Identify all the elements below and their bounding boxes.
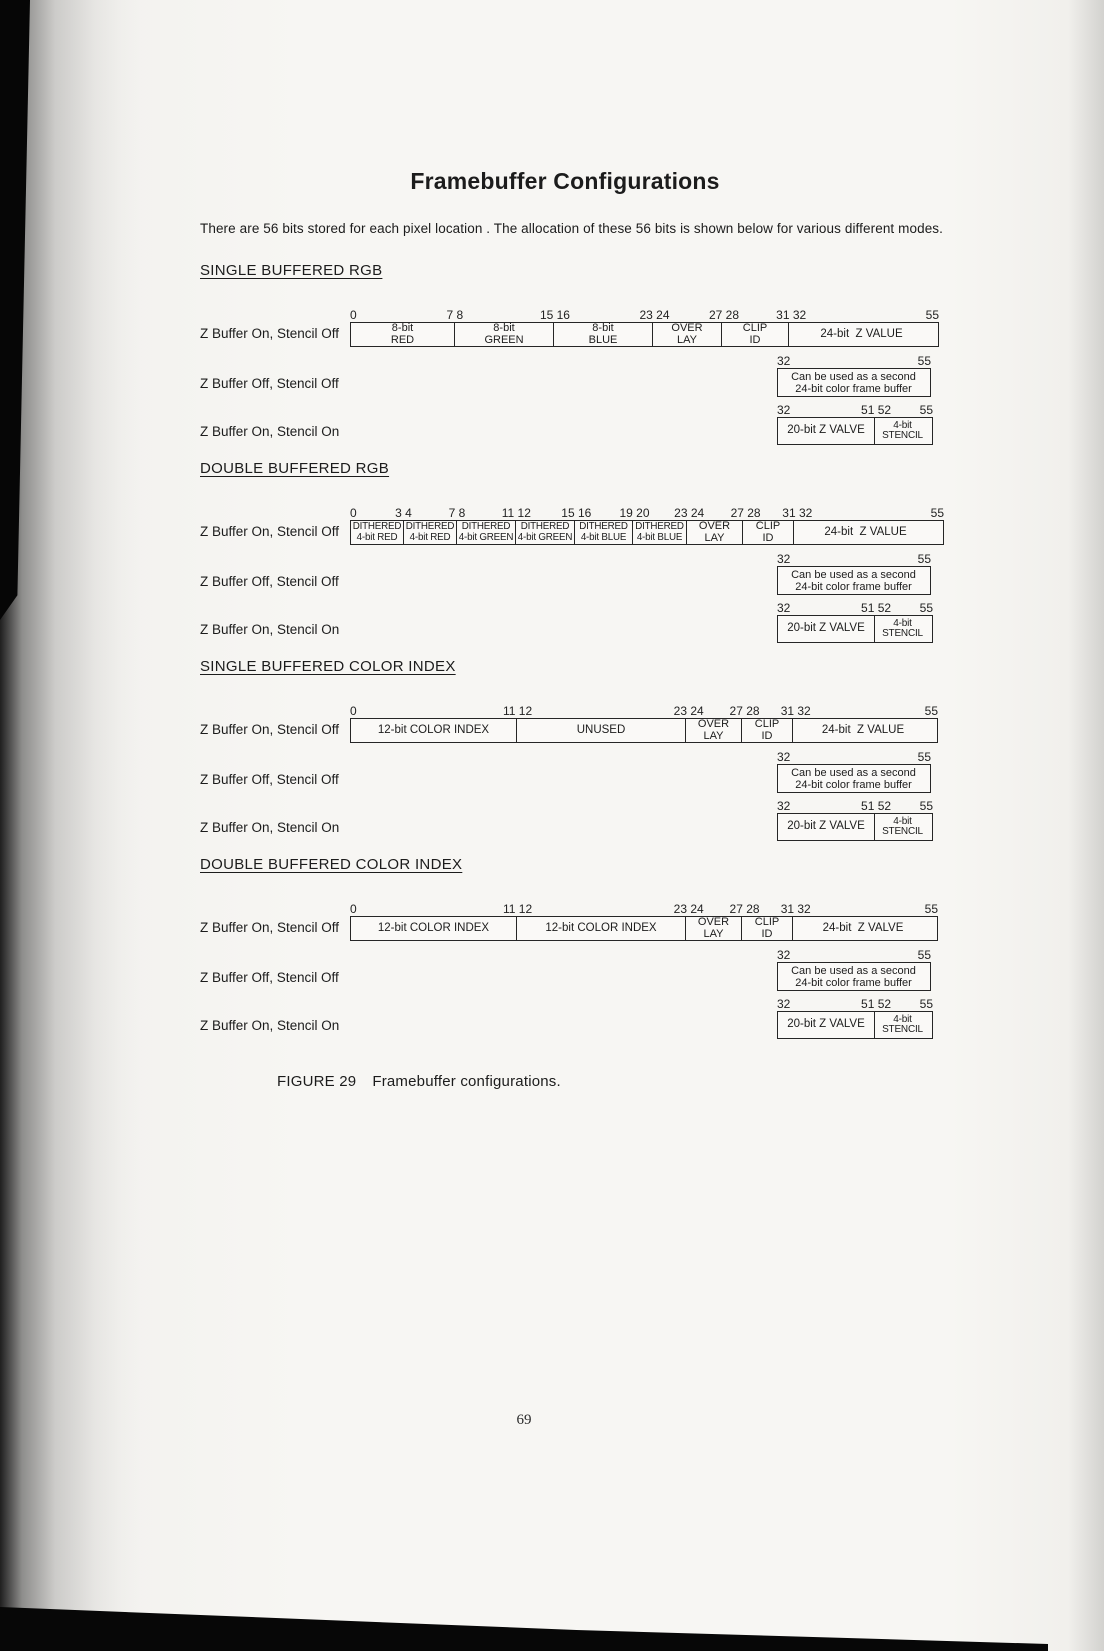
bitfield-box — [777, 813, 933, 841]
bitfield-cell — [778, 1012, 875, 1038]
cell-text: Can be used as a second — [791, 370, 916, 383]
cell-text: ID — [761, 729, 773, 742]
section-single-buffered-rgb — [200, 262, 939, 445]
cell-text: DITHERED — [461, 521, 511, 532]
cell-text: STENCIL — [882, 628, 923, 639]
bitfield-box — [777, 417, 933, 445]
cell-text: 4-bit RED — [356, 531, 398, 543]
bit-tick: 27 28 — [708, 308, 740, 322]
bitfield-cell — [653, 323, 722, 346]
cell-text: LAY — [703, 927, 724, 940]
bit-ticks — [350, 901, 938, 916]
section-double-buffered-rgb — [200, 460, 944, 643]
cell-text: 4-bit — [893, 1013, 912, 1025]
cell-text: ID — [761, 927, 773, 940]
bitfield-right — [777, 749, 931, 793]
bit-tick: 23 24 — [674, 506, 705, 520]
bit-tick: 31 32 — [780, 704, 811, 718]
bit-tick: 27 28 — [729, 902, 760, 916]
cell-text: 4-bit RED — [409, 531, 451, 543]
bit-tick: 51 52 — [861, 403, 892, 417]
bit-tick: 55 — [917, 552, 931, 566]
bitfield-cell — [875, 418, 930, 444]
bit-tick: 55 — [917, 354, 931, 368]
bit-tick: 32 — [777, 354, 791, 368]
row-label: Z Buffer On, Stencil Off — [200, 524, 340, 539]
cell-text: 12-bit COLOR INDEX — [377, 723, 490, 736]
bit-tick: 32 — [777, 403, 791, 417]
bitfield-box — [777, 368, 931, 397]
cell-text: DITHERED — [352, 521, 402, 532]
bit-tick: 55 — [919, 997, 933, 1011]
cell-text: OVER — [697, 917, 730, 928]
cell-text: OVER — [671, 323, 703, 334]
cell-text: 4-bit — [893, 617, 912, 629]
row-label: Z Buffer On, Stencil On — [200, 622, 340, 637]
diagram-row — [200, 748, 930, 793]
cell-text: 4-bit BLUE — [580, 531, 627, 543]
bitfield-cell — [794, 521, 937, 544]
cell-text: 8-bit — [493, 323, 515, 334]
section-heading: SINGLE BUFFERED RGB — [200, 262, 383, 279]
bit-tick: 32 — [777, 750, 791, 764]
bitfield-cell — [778, 814, 875, 840]
bitfield-cell — [742, 719, 793, 742]
cell-text: 24-bit color frame buffer — [795, 778, 912, 791]
cell-text: CLIP — [754, 719, 780, 730]
diagram-row — [200, 550, 930, 595]
cell-text: STENCIL — [882, 430, 923, 441]
bitfield-cell — [686, 917, 742, 940]
cell-text: 24-bit Z VALUE — [824, 525, 907, 538]
cell-text: 8-bit — [592, 323, 614, 334]
bitfield-cell — [633, 521, 687, 544]
bitfield-main — [350, 703, 938, 743]
bit-tick: 55 — [917, 750, 931, 764]
cell-text: DITHERED — [635, 521, 684, 532]
bit-tick: 3 4 — [395, 506, 412, 520]
bitfield-main — [350, 307, 939, 347]
bit-tick: 23 24 — [673, 704, 704, 718]
bitfield-cell — [778, 418, 875, 444]
bit-tick: 15 16 — [561, 506, 592, 520]
bitfield-right — [777, 402, 933, 445]
bitfield-right — [777, 996, 933, 1039]
diagram-row — [200, 702, 938, 743]
bit-tick: 55 — [930, 506, 944, 520]
cell-text: LAY — [703, 729, 724, 742]
bit-tick: 0 — [350, 308, 357, 322]
bitfield-cell — [778, 765, 929, 792]
bit-tick: 51 52 — [861, 799, 892, 813]
bitfield-box — [350, 520, 944, 545]
cell-text: 24-bit color frame buffer — [795, 976, 912, 989]
diagram-row — [200, 946, 930, 991]
bitfield-cell — [455, 323, 554, 346]
bit-tick: 55 — [917, 948, 931, 962]
bitfield-box — [777, 962, 931, 991]
bit-tick: 55 — [919, 799, 933, 813]
bitfield-cell — [743, 521, 794, 544]
intro-text: There are 56 bits stored for each pixel location . The allocation of these 56 bits is shown below for various different modes. — [200, 221, 944, 236]
cell-text: 4-bit — [893, 419, 912, 431]
row-label: Z Buffer On, Stencil On — [200, 1018, 340, 1033]
bit-tick: 0 — [350, 506, 357, 520]
bit-ticks — [777, 353, 931, 368]
diagram-row — [200, 798, 933, 841]
bitfield-cell — [687, 521, 743, 544]
cell-text: OVER — [698, 521, 731, 532]
row-label: Z Buffer On, Stencil On — [200, 424, 340, 439]
bitfield-cell — [778, 616, 875, 642]
bitfield-cell — [554, 323, 653, 346]
bit-tick: 55 — [925, 308, 939, 322]
bit-tick: 55 — [924, 902, 938, 916]
bit-tick: 11 12 — [503, 902, 533, 916]
bit-ticks — [777, 798, 933, 813]
bit-tick: 27 28 — [729, 704, 760, 718]
row-label: Z Buffer On, Stencil Off — [200, 722, 340, 737]
bit-tick: 55 — [919, 601, 933, 615]
cell-text: 12-bit COLOR INDEX — [377, 921, 490, 934]
bitfield-box — [777, 566, 931, 595]
cell-text: CLIP — [755, 521, 781, 532]
cell-text: 24-bit Z VALUE — [821, 723, 905, 736]
bitfield-cell — [351, 917, 517, 940]
row-label: Z Buffer Off, Stencil Off — [200, 772, 339, 787]
bit-tick: 51 52 — [861, 997, 892, 1011]
bitfield-right — [777, 353, 931, 397]
diagram-row — [200, 306, 939, 347]
row-label: Z Buffer Off, Stencil Off — [200, 970, 339, 985]
diagram-row — [200, 504, 944, 545]
section-single-buffered-color-index — [200, 658, 938, 841]
figure-caption — [277, 1073, 930, 1090]
cell-text: LAY — [677, 333, 697, 346]
bit-tick: 23 24 — [639, 308, 670, 322]
row-label: Z Buffer Off, Stencil Off — [200, 376, 339, 391]
bit-tick: 27 28 — [730, 506, 761, 520]
page-content — [200, 0, 944, 1090]
cell-text: 20-bit Z VALVE — [787, 820, 865, 833]
bit-tick: 32 — [777, 799, 791, 813]
diagram-row — [200, 402, 933, 445]
sections — [200, 262, 944, 1039]
bitfield-box — [777, 1011, 933, 1039]
row-label: Z Buffer On, Stencil On — [200, 820, 340, 835]
bit-ticks — [350, 307, 939, 322]
bit-ticks — [777, 996, 933, 1011]
cell-text: 20-bit Z VALVE — [787, 1018, 865, 1031]
cell-text: CLIP — [742, 323, 768, 334]
bitfield-cell — [875, 1012, 930, 1038]
bit-ticks — [777, 600, 933, 615]
bitfield-cell — [742, 917, 793, 940]
cell-text: 12-bit COLOR INDEX — [545, 921, 657, 934]
figure-caption-label: FIGURE 29 — [277, 1073, 357, 1090]
bit-tick: 0 — [350, 902, 357, 916]
section-heading: SINGLE BUFFERED COLOR INDEX — [200, 658, 456, 675]
diagram-row — [200, 996, 933, 1039]
bitfield-cell — [517, 719, 686, 742]
bit-tick: 31 32 — [782, 506, 813, 520]
bitfield-box — [350, 718, 938, 743]
bitfield-right — [777, 798, 933, 841]
cell-text: 4-bit BLUE — [636, 531, 683, 543]
bitfield-cell — [789, 323, 934, 346]
cell-text: GREEN — [484, 333, 524, 346]
bit-tick: 32 — [777, 601, 791, 615]
bit-tick: 23 24 — [673, 902, 704, 916]
cell-text: STENCIL — [882, 826, 923, 837]
bit-tick: 32 — [777, 997, 791, 1011]
cell-text: ID — [749, 333, 761, 346]
bitfield-cell — [457, 521, 516, 544]
bitfield-cell — [793, 917, 933, 940]
cell-text: LAY — [704, 531, 725, 544]
bit-ticks — [777, 947, 931, 962]
cell-text: 4-bit GREEN — [517, 531, 573, 543]
bitfield-right — [777, 551, 931, 595]
bitfield-cell — [875, 814, 930, 840]
cell-text: Can be used as a second — [791, 964, 916, 977]
cell-text: UNUSED — [576, 723, 626, 736]
bitfield-cell — [875, 616, 930, 642]
bit-tick: 55 — [924, 704, 938, 718]
section-heading: DOUBLE BUFFERED COLOR INDEX — [200, 856, 463, 873]
cell-text: 20-bit Z VALVE — [787, 424, 865, 437]
bitfield-main — [350, 901, 938, 941]
cell-text: DITHERED — [405, 521, 455, 532]
cell-text: 24-bit Z VALVE — [822, 921, 904, 934]
page-number: 69 — [516, 1412, 532, 1428]
bit-tick: 0 — [350, 704, 357, 718]
cell-text: 24-bit color frame buffer — [795, 580, 912, 593]
bit-tick: 7 8 — [448, 506, 466, 520]
bitfield-box — [777, 764, 931, 793]
bitfield-cell — [793, 719, 933, 742]
cell-text: DITHERED — [579, 521, 628, 532]
row-label: Z Buffer On, Stencil Off — [200, 326, 340, 341]
bitfield-right — [777, 600, 933, 643]
bitfield-main — [350, 505, 944, 545]
bit-tick: 31 32 — [776, 308, 807, 322]
cell-text: CLIP — [754, 917, 780, 928]
cell-text: 24-bit Z VALUE — [820, 327, 903, 340]
cell-text: 20-bit Z VALVE — [787, 622, 865, 635]
bit-tick: 19 20 — [619, 506, 650, 520]
bitfield-cell — [778, 369, 929, 396]
bitfield-box — [350, 916, 938, 941]
cell-text: STENCIL — [882, 1024, 923, 1035]
bit-tick: 31 32 — [780, 902, 811, 916]
bitfield-cell — [778, 567, 929, 594]
bit-ticks — [777, 551, 931, 566]
bitfield-cell — [575, 521, 633, 544]
bitfield-cell — [404, 521, 457, 544]
section-heading: DOUBLE BUFFERED RGB — [200, 460, 390, 477]
bit-tick: 15 16 — [539, 308, 570, 322]
diagram-row — [200, 600, 933, 643]
bitfield-cell — [351, 323, 455, 346]
cell-text: 4-bit — [893, 815, 912, 827]
bit-tick: 7 8 — [446, 308, 464, 322]
bitfield-right — [777, 947, 931, 991]
bitfield-cell — [722, 323, 789, 346]
cell-text: Can be used as a second — [791, 766, 916, 779]
bit-ticks — [777, 749, 931, 764]
cell-text: RED — [390, 333, 415, 346]
bitfield-cell — [686, 719, 742, 742]
cell-text: ID — [762, 531, 774, 544]
bit-tick: 51 52 — [861, 601, 892, 615]
diagram-row — [200, 900, 938, 941]
bitfield-cell — [516, 521, 575, 544]
bitfield-cell — [778, 963, 929, 990]
cell-text: 8-bit — [391, 323, 414, 334]
bit-tick: 32 — [777, 948, 791, 962]
bit-ticks — [777, 402, 933, 417]
bitfield-box — [350, 322, 939, 347]
cell-text: BLUE — [588, 333, 618, 346]
cell-text: DITHERED — [520, 521, 570, 532]
page-title: Framebuffer Configurations — [410, 168, 720, 194]
row-label: Z Buffer Off, Stencil Off — [200, 574, 339, 589]
diagram-row — [200, 352, 930, 397]
figure-caption-text: Framebuffer configurations. — [372, 1073, 561, 1090]
cell-text: 4-bit GREEN — [458, 531, 514, 543]
bitfield-box — [777, 615, 933, 643]
cell-text: 24-bit color frame buffer — [795, 382, 912, 395]
section-double-buffered-color-index — [200, 856, 938, 1039]
bit-ticks — [350, 505, 944, 520]
bit-tick: 11 12 — [503, 704, 533, 718]
bitfield-cell — [351, 719, 517, 742]
bit-tick: 11 12 — [501, 506, 531, 520]
row-label: Z Buffer On, Stencil Off — [200, 920, 340, 935]
bitfield-cell — [517, 917, 686, 940]
bitfield-cell — [351, 521, 404, 544]
bit-ticks — [350, 703, 938, 718]
cell-text: OVER — [697, 719, 730, 730]
bit-tick: 55 — [919, 403, 933, 417]
bit-tick: 32 — [777, 552, 791, 566]
cell-text: Can be used as a second — [791, 568, 916, 581]
